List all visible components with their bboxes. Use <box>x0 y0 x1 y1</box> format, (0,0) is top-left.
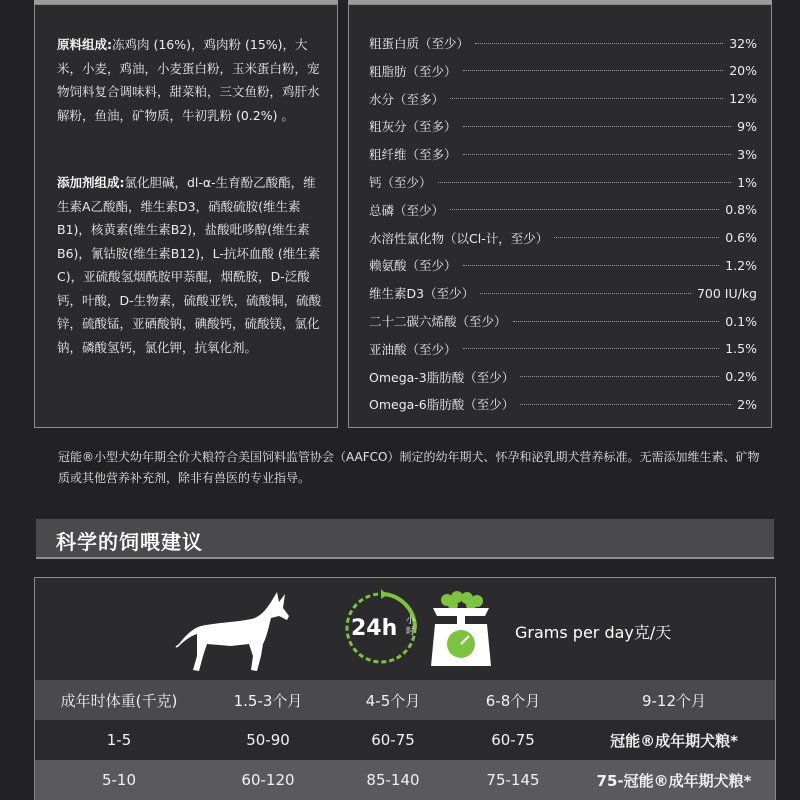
nutrition-label: 钙（至少） <box>369 175 432 190</box>
dot-leader <box>463 348 720 349</box>
nutrition-row <box>369 338 757 360</box>
table-row <box>35 760 775 800</box>
nutrition-label: 水分（至多） <box>369 91 445 107</box>
nutrition-row <box>369 282 757 304</box>
dot-leader <box>438 182 732 183</box>
col-header-4-5m: 4-5个月 <box>365 691 421 710</box>
nutrition-label: 粗灰分（至多） <box>369 119 457 135</box>
nutrition-label: 维生素D3（至少） <box>369 286 475 302</box>
nutrition-row <box>369 366 757 388</box>
nutrition-row <box>369 88 757 110</box>
dot-leader <box>463 126 732 127</box>
raw-ingredients-heading: 原料组成: <box>57 37 112 52</box>
nutrition-row <box>369 171 757 193</box>
nutrition-panel <box>348 4 772 428</box>
nutrition-value: 32% <box>729 35 757 51</box>
clock-24h-text: 24h <box>351 616 398 641</box>
dot-leader <box>513 321 720 322</box>
dot-leader <box>520 376 719 377</box>
nutrition-label: 二十二碳六烯酸（至少） <box>369 314 507 329</box>
table-cell: 75-冠能®成年期犬粮* <box>596 771 752 790</box>
nutrition-row <box>369 310 757 332</box>
nutrition-row <box>369 32 757 54</box>
aafco-note: 冠能®小型犬幼年期全价犬粮符合美国饲料监管协会（AAFCO）制定的幼年期犬、怀孕和泌乳期犬营养标准。无需添加维生素、矿物质或其他营养补充剂，除非有兽医的专业指导。 <box>58 450 760 485</box>
dot-leader <box>463 265 720 266</box>
ingredients-panel <box>34 4 338 428</box>
table-cell: 1-5 <box>106 731 132 749</box>
feeding-icons-row <box>35 578 777 680</box>
table-cell: 冠能®成年期犬粮* <box>610 731 738 750</box>
nutrition-row <box>369 143 757 165</box>
nutrition-value: 0.8% <box>725 202 757 218</box>
nutrition-label: Omega-6脂肪酸（至少） <box>369 397 515 413</box>
nutrition-row <box>369 393 757 415</box>
table-cell: 85-140 <box>366 771 420 789</box>
col-header-9-12m: 9-12个月 <box>641 691 707 710</box>
nutrition-label: Omega-3脂肪酸（至少） <box>369 369 515 385</box>
raw-ingredients <box>57 33 325 127</box>
raw-ingredients-text: 冻鸡肉 (16%)，鸡肉粉 (15%)，大米，小麦，鸡油，小麦蛋白粉，玉米蛋白粉，宠物饲料复合调味料，甜菜粕，三文鱼粉，鸡肝水解粉，鱼油，矿物质，牛初乳粉 (0.2%) 。 <box>57 37 320 123</box>
table-row <box>35 720 775 760</box>
nutrition-value: 9% <box>737 118 757 134</box>
nutrition-label: 粗纤维（至多） <box>369 147 457 163</box>
additive-heading: 添加剂组成: <box>57 175 125 190</box>
nutrition-label: 总磷（至少） <box>369 202 445 218</box>
table-cell: 5-10 <box>101 771 137 789</box>
dot-leader <box>480 293 691 294</box>
section-title: 科学的饲喂建议 <box>56 530 203 554</box>
table-cell: 75-145 <box>486 771 540 789</box>
nutrition-row <box>369 60 757 82</box>
nutrition-value: 20% <box>729 63 757 79</box>
nutrition-row <box>369 115 757 137</box>
nutrition-value: 12% <box>729 91 757 107</box>
nutrition-value: 1.5% <box>725 341 757 357</box>
col-header-weight: 成年时体重(千克) <box>60 691 178 710</box>
nutrition-row <box>369 199 757 221</box>
table-header-row <box>35 680 775 720</box>
nutrition-label: 水溶性氯化物（以Cl-计，至少） <box>369 230 549 246</box>
col-header-1-5-3m: 1.5-3个月 <box>233 691 303 710</box>
table-cell: 50-90 <box>246 731 290 749</box>
nutrition-value: 1.2% <box>725 257 757 273</box>
dot-leader <box>450 98 723 99</box>
table-cell: 60-75 <box>371 731 415 749</box>
nutrition-value: 700 IU/kg <box>696 285 757 301</box>
col-header-6-8m: 6-8个月 <box>485 691 541 710</box>
table-cell: 60-75 <box>491 731 535 749</box>
feeding-table <box>35 680 775 800</box>
nutrition-value: 0.2% <box>725 369 757 385</box>
dot-leader <box>463 154 732 155</box>
grams-per-day-label: Grams per day克/天 <box>515 623 672 642</box>
nutrition-label: 粗脂肪（至少） <box>369 63 457 79</box>
nutrition-value: 0.1% <box>725 313 757 329</box>
dot-leader <box>554 237 719 238</box>
nutrition-value: 1% <box>737 174 757 190</box>
nutrition-label: 赖氨酸（至少） <box>369 258 457 274</box>
dot-leader <box>463 70 724 71</box>
nutrition-row <box>369 254 757 276</box>
food-scale-icon <box>427 590 495 668</box>
additive-ingredients <box>57 171 325 359</box>
feeding-guide <box>34 577 776 800</box>
additive-text: 氯化胆碱，dl-α-生育酚乙酸酯，维生素A乙酸酯，维生素D3，硝酸硫胺(维生素B1)，核黄素(维生素B2)，盐酸吡哆醇(维生素B6)，氰钴胺(维生素B12)，L-抗坏血酸 (维生素C)，亚硫酸氢烟酰胺甲萘醌，烟酰胺，D-泛酸钙，叶酸，D-生物素，硫酸亚铁，硫酸铜，硫酸锌，硫酸锰，亚硒酸钠，碘酸钙，硫酸镁，氯化钠，磷酸氢钙，氯化钾，抗氧化剂。 <box>57 175 322 355</box>
nutrition-value: 0.6% <box>725 230 757 246</box>
section-header <box>36 519 774 559</box>
dot-leader <box>450 209 719 210</box>
nutrition-row <box>369 227 757 249</box>
dog-icon <box>171 586 301 674</box>
dot-leader <box>475 43 723 44</box>
clock-unit-text: 小时 <box>406 616 416 637</box>
nutrition-value: 2% <box>737 396 757 412</box>
nutrition-value: 3% <box>737 146 757 162</box>
dot-leader <box>520 404 731 405</box>
nutrition-label: 粗蛋白质（至少） <box>369 36 470 51</box>
table-cell: 60-120 <box>241 771 295 789</box>
nutrition-label: 亚油酸（至少） <box>369 341 457 357</box>
